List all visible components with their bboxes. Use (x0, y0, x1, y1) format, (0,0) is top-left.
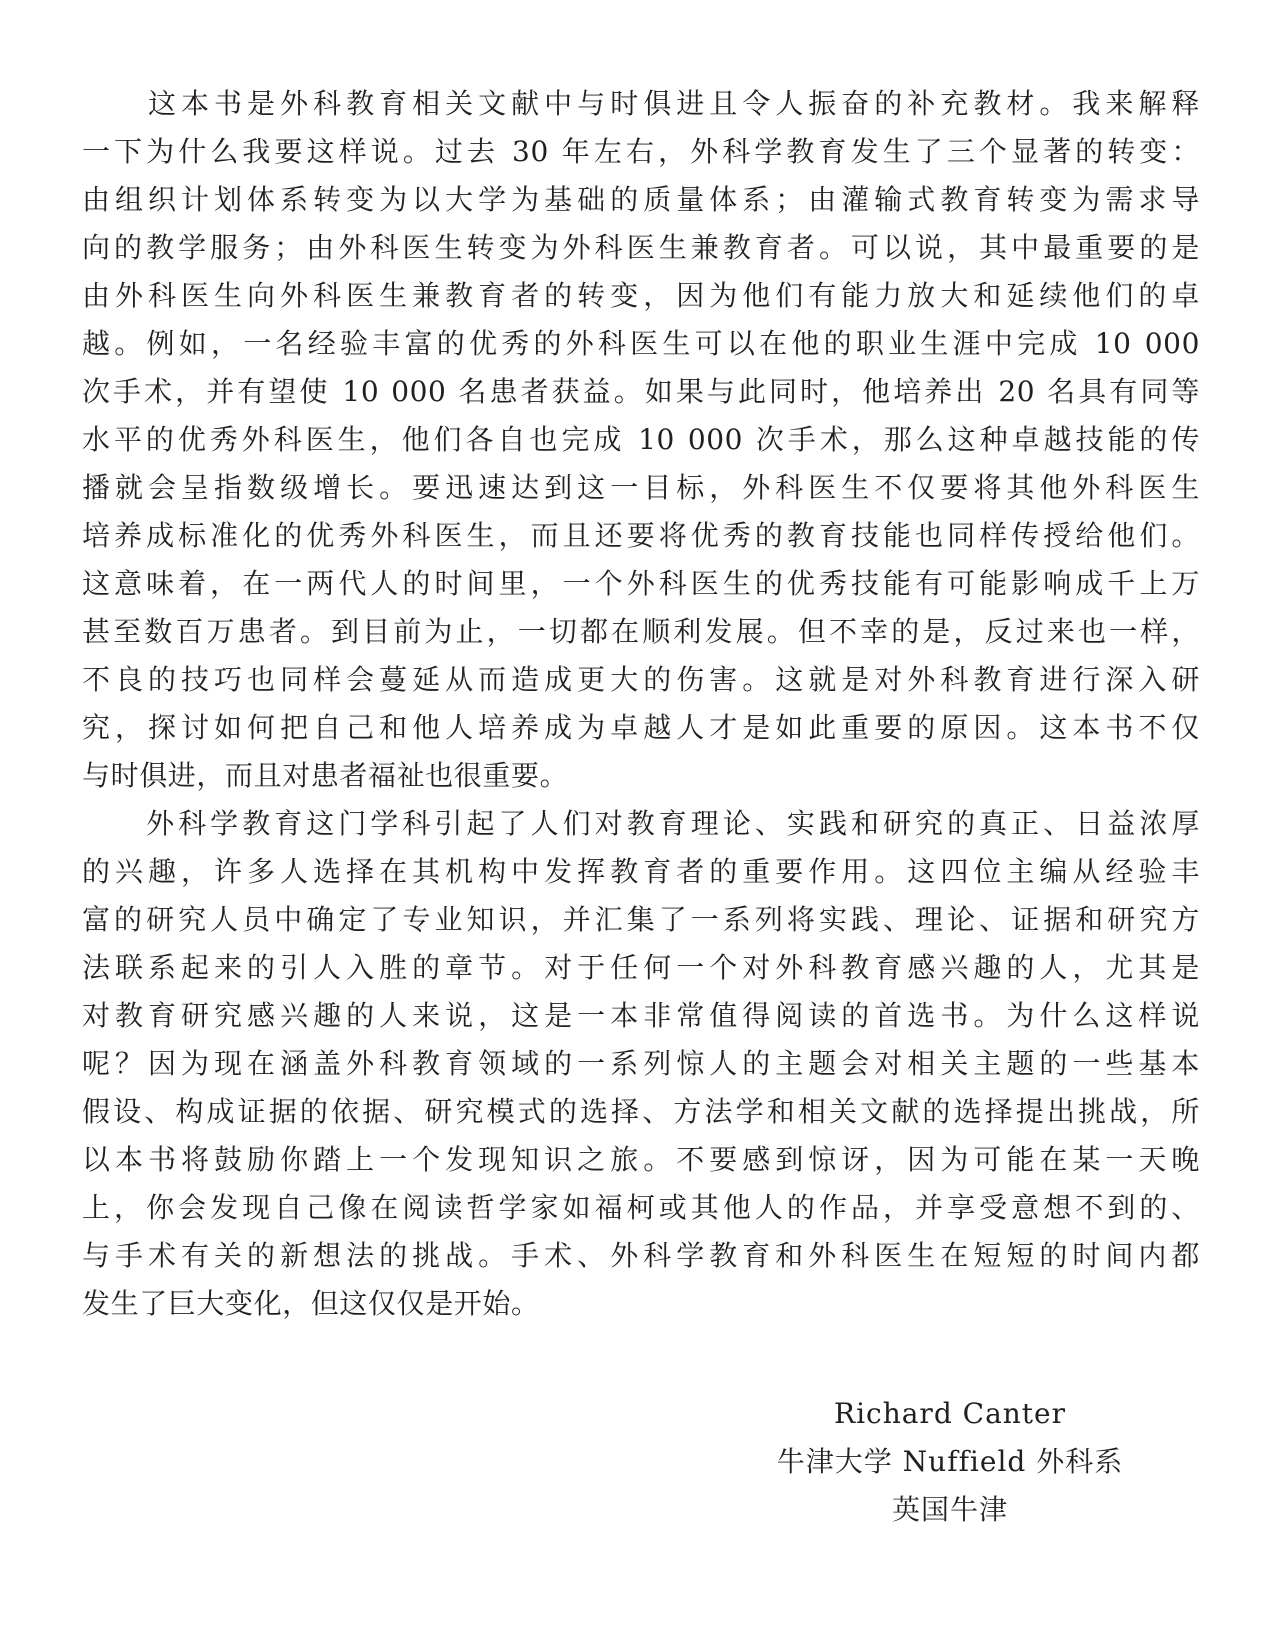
text-line: 假设、构成证据的依据、研究模式的选择、方法学和相关文献的选择提出挑战，所 (82, 1095, 1200, 1128)
text-line: 这意味着，在一两代人的时间里，一个外科医生的优秀技能有可能影响成千上万 (82, 567, 1200, 600)
text-line: 以本书将鼓励你踏上一个发现知识之旅。不要感到惊讶，因为可能在某一天晚 (82, 1143, 1200, 1176)
text-line: 由组织计划体系转变为以大学为基础的质量体系；由灌输式教育转变为需求导 (82, 183, 1200, 216)
signature-block (760, 1390, 1140, 1534)
text-line: 的兴趣，许多人选择在其机构中发挥教育者的重要作用。这四位主编从经验丰 (82, 855, 1200, 888)
text-line: 发生了巨大变化，但这仅仅是开始。 (82, 1287, 540, 1320)
text-line: 外科学教育这门学科引起了人们对教育理论、实践和研究的真正、日益浓厚 (82, 807, 1200, 840)
text-line: 上，你会发现自己像在阅读哲学家如福柯或其他人的作品，并享受意想不到的、 (82, 1191, 1200, 1224)
text-line: 由外科医生向外科医生兼教育者的转变，因为他们有能力放大和延续他们的卓 (82, 279, 1200, 312)
text-line: 这本书是外科教育相关文献中与时俱进且令人振奋的补充教材。我来解释 (82, 87, 1200, 120)
text-line: 向的教学服务；由外科医生转变为外科医生兼教育者。可以说，其中最重要的是 (82, 231, 1200, 264)
text-line: 水平的优秀外科医生，他们各自也完成 10 000 次手术，那么这种卓越技能的传 (82, 423, 1200, 456)
foreword-body (82, 80, 1200, 1328)
signature-affiliation: 牛津大学 Nuffield 外科系 (776, 1445, 1124, 1478)
text-line: 法联系起来的引人入胜的章节。对于任何一个对外科教育感兴趣的人，尤其是 (82, 951, 1200, 984)
text-line: 呢？因为现在涵盖外科教育领域的一系列惊人的主题会对相关主题的一些基本 (82, 1047, 1200, 1080)
signature-location: 英国牛津 (891, 1493, 1008, 1526)
text-line: 一下为什么我要这样说。过去 30 年左右，外科学教育发生了三个显著的转变： (82, 135, 1200, 168)
paragraph-1 (82, 80, 1200, 800)
signature-name: Richard Canter (833, 1397, 1066, 1430)
text-line: 不良的技巧也同样会蔓延从而造成更大的伤害。这就是对外科教育进行深入研 (82, 663, 1200, 696)
text-line: 究，探讨如何把自己和他人培养成为卓越人才是如此重要的原因。这本书不仅 (82, 711, 1200, 744)
text-line: 与时俱进，而且对患者福祉也很重要。 (82, 759, 569, 792)
text-line: 越。例如，一名经验丰富的优秀的外科医生可以在他的职业生涯中完成 10 000 (82, 327, 1200, 360)
paragraph-2 (82, 800, 1200, 1328)
text-line: 培养成标准化的优秀外科医生，而且还要将优秀的教育技能也同样传授给他们。 (82, 519, 1200, 552)
text-line: 次手术，并有望使 10 000 名患者获益。如果与此同时，他培养出 20 名具有同等 (82, 375, 1200, 408)
text-line: 甚至数百万患者。到目前为止，一切都在顺利发展。但不幸的是，反过来也一样， (82, 615, 1200, 648)
text-line: 富的研究人员中确定了专业知识，并汇集了一系列将实践、理论、证据和研究方 (82, 903, 1200, 936)
text-line: 播就会呈指数级增长。要迅速达到这一目标，外科医生不仅要将其他外科医生 (82, 471, 1200, 504)
text-line: 对教育研究感兴趣的人来说，这是一本非常值得阅读的首选书。为什么这样说 (82, 999, 1200, 1032)
text-line: 与手术有关的新想法的挑战。手术、外科学教育和外科医生在短短的时间内都 (82, 1239, 1200, 1272)
